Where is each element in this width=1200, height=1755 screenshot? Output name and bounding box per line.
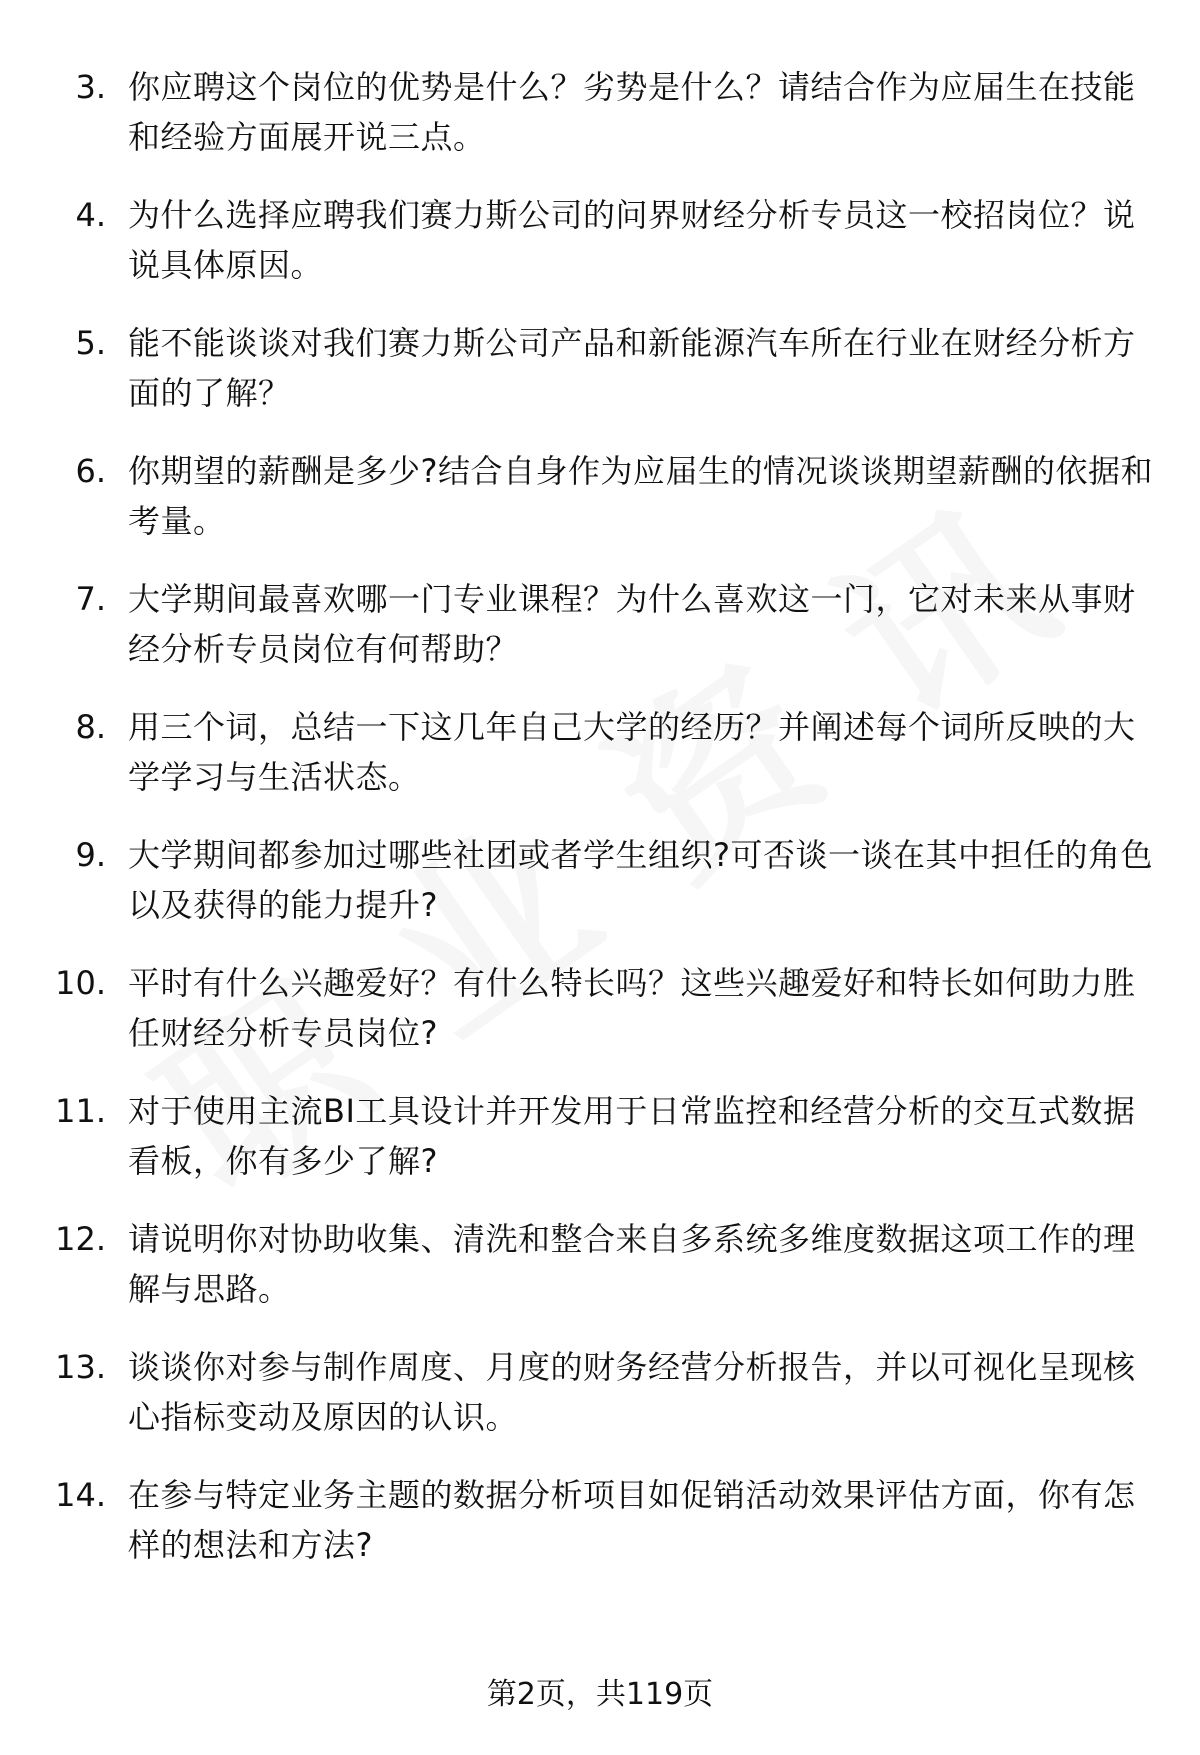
question-item — [0, 1208, 1200, 1336]
question-text: 请说明你对协助收集、清洗和整合来自多系统多维度数据这项工作的理解与思路。 — [128, 1220, 1136, 1308]
question-number: 7. — [75, 580, 106, 618]
question-list — [0, 56, 1200, 1592]
question-number: 4. — [75, 196, 106, 234]
question-item — [0, 184, 1200, 312]
question-text: 在参与特定业务主题的数据分析项目如促销活动效果评估方面，你有怎样的想法和方法? — [128, 1476, 1136, 1564]
question-text: 你期望的薪酬是多少?结合自身作为应届生的情况谈谈期望薪酬的依据和考量。 — [128, 452, 1153, 540]
question-item — [0, 312, 1200, 440]
question-number: 14. — [55, 1476, 106, 1514]
page-footer: 第2页，共119页 — [486, 1677, 714, 1712]
question-text: 你应聘这个岗位的优势是什么？劣势是什么？请结合作为应届生在技能和经验方面展开说三点。 — [128, 68, 1136, 156]
question-text: 能不能谈谈对我们赛力斯公司产品和新能源汽车所在行业在财经分析方面的了解？ — [128, 324, 1136, 412]
question-number: 13. — [55, 1348, 106, 1386]
question-number: 6. — [75, 452, 106, 490]
question-item — [0, 56, 1200, 184]
question-item — [0, 1080, 1200, 1208]
question-number: 8. — [75, 708, 106, 746]
question-text: 谈谈你对参与制作周度、月度的财务经营分析报告，并以可视化呈现核心指标变动及原因的认识。 — [128, 1348, 1136, 1436]
question-item — [0, 568, 1200, 696]
question-number: 11. — [55, 1092, 106, 1130]
question-number: 10. — [55, 964, 106, 1002]
question-text: 大学期间都参加过哪些社团或者学生组织?可否谈一谈在其中担任的角色以及获得的能力提升? — [128, 836, 1153, 924]
question-item — [0, 1464, 1200, 1592]
question-item — [0, 824, 1200, 952]
question-item — [0, 696, 1200, 824]
question-text: 大学期间最喜欢哪一门专业课程？为什么喜欢这一门，它对未来从事财经分析专员岗位有何帮助？ — [128, 580, 1136, 668]
question-text: 平时有什么兴趣爱好？有什么特长吗？这些兴趣爱好和特长如何助力胜任财经分析专员岗位? — [128, 964, 1136, 1052]
question-text: 为什么选择应聘我们赛力斯公司的问界财经分析专员这一校招岗位？说说具体原因。 — [128, 196, 1136, 284]
question-number: 12. — [55, 1220, 106, 1258]
question-text: 用三个词，总结一下这几年自己大学的经历？并阐述每个词所反映的大学学习与生活状态。 — [128, 708, 1136, 796]
question-number: 5. — [75, 324, 106, 362]
question-text: 对于使用主流BI工具设计并开发用于日常监控和经营分析的交互式数据看板，你有多少了解? — [128, 1092, 1136, 1180]
question-item — [0, 1336, 1200, 1464]
question-item — [0, 952, 1200, 1080]
question-number: 9. — [75, 836, 106, 874]
question-item — [0, 440, 1200, 568]
question-number: 3. — [75, 68, 106, 106]
